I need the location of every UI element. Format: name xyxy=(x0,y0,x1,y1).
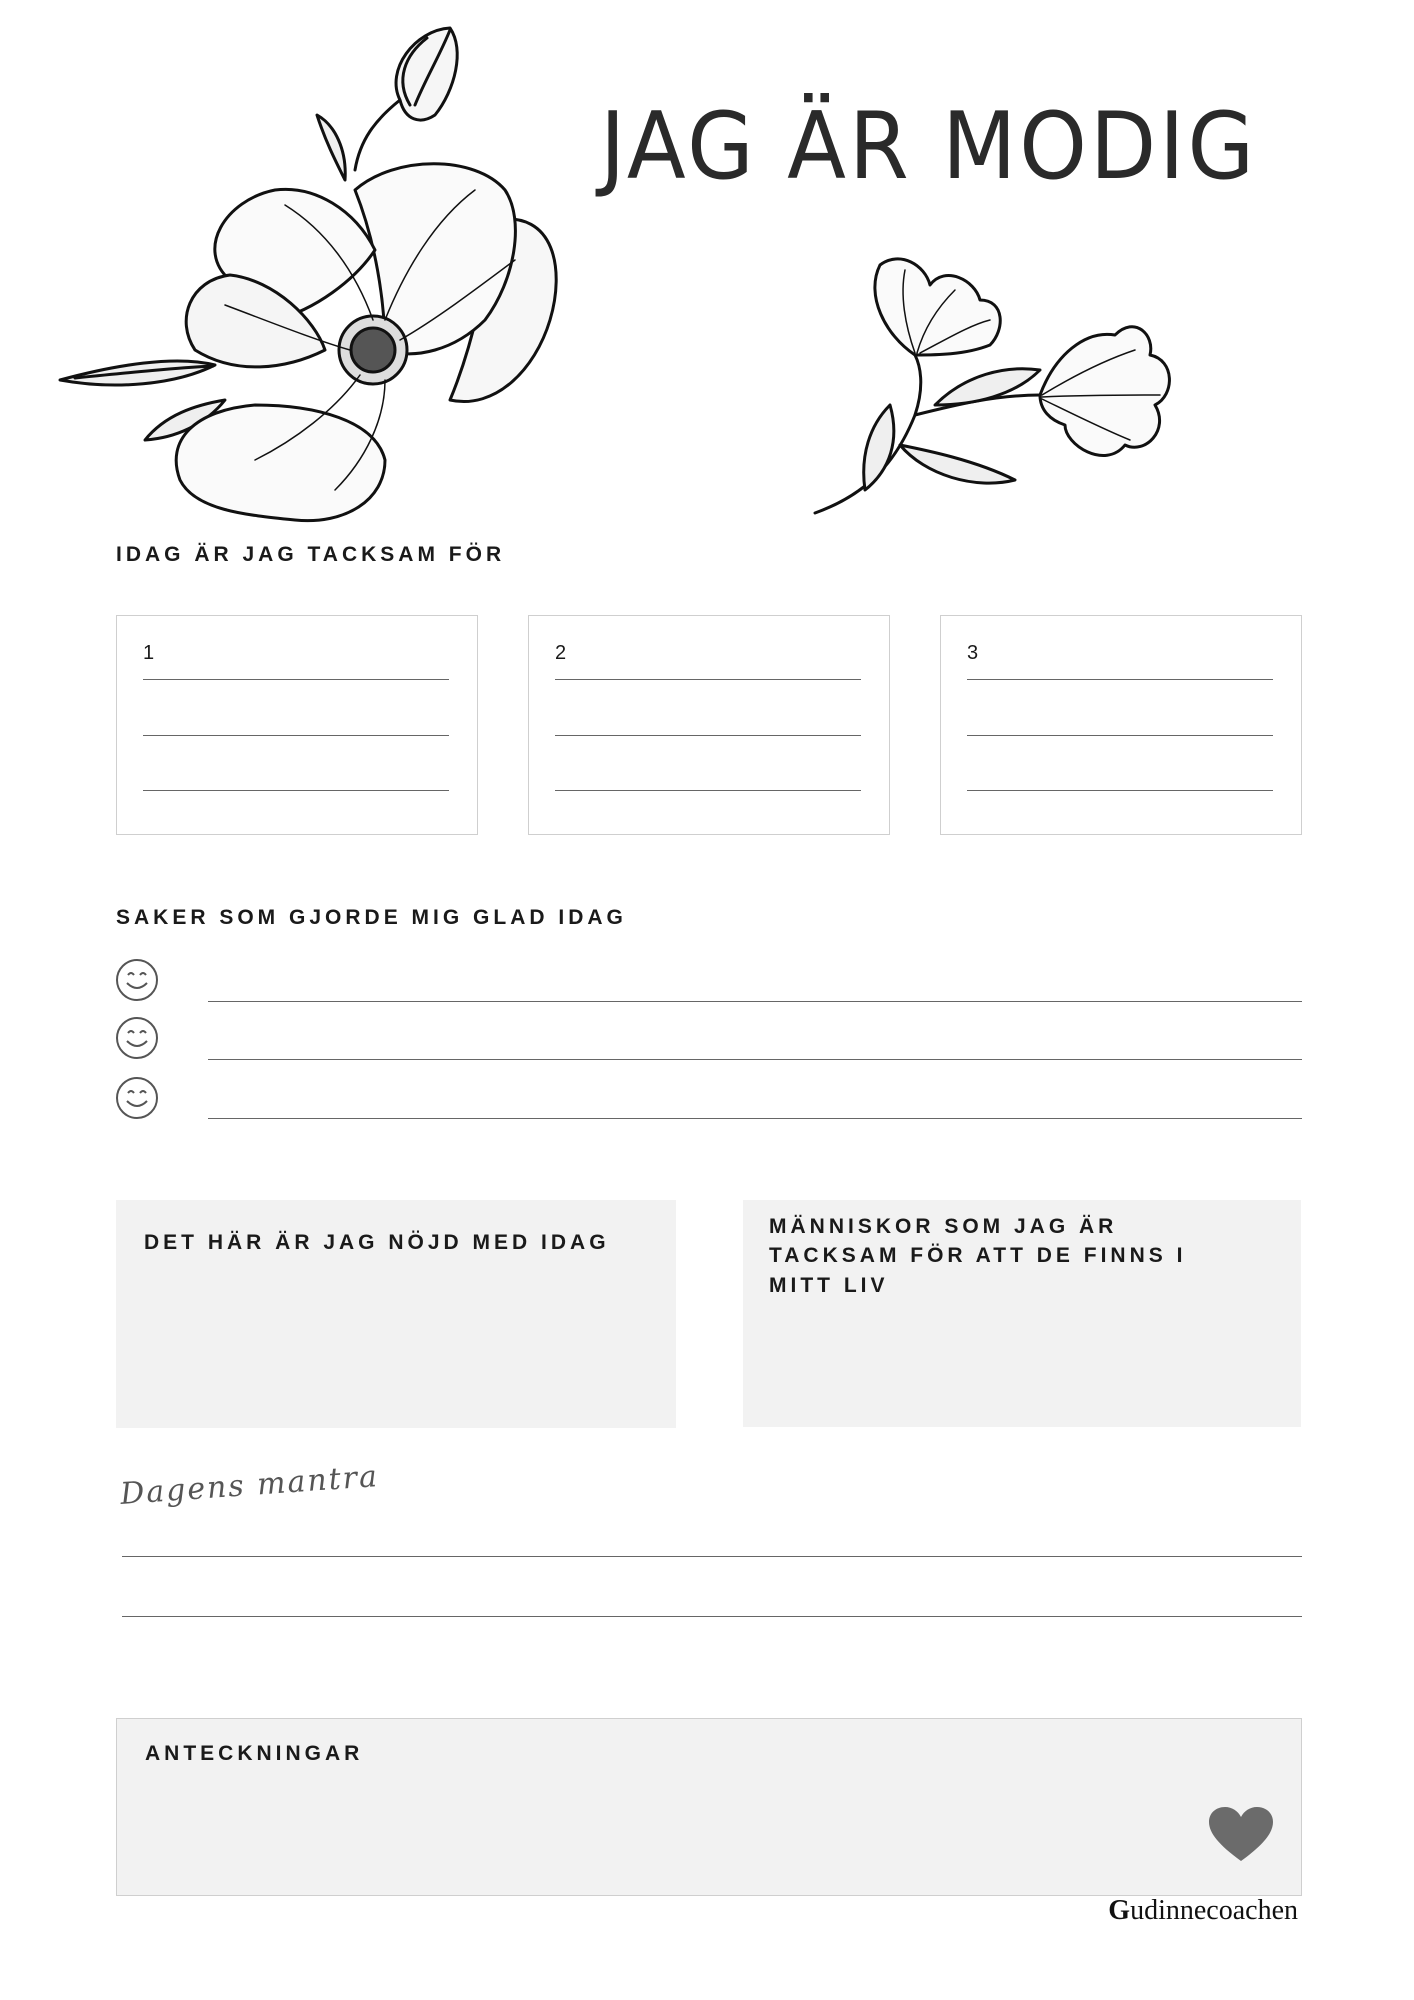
brand-rest: udinnecoachen xyxy=(1130,1895,1298,1926)
writing-line[interactable] xyxy=(122,1616,1302,1617)
gratitude-number: 3 xyxy=(967,642,979,664)
brand-initial: G xyxy=(1108,1895,1131,1926)
writing-line[interactable] xyxy=(143,679,449,680)
writing-line[interactable] xyxy=(208,1118,1302,1119)
writing-line[interactable] xyxy=(555,790,861,791)
writing-line[interactable] xyxy=(208,1001,1302,1002)
smiley-icon xyxy=(115,958,159,1002)
gratitude-heading: IDAG ÄR JAG TACKSAM FÖR xyxy=(116,543,506,566)
small-flower-illustration xyxy=(805,245,1185,525)
page-title: JAG ÄR MODIG xyxy=(600,92,1258,201)
writing-line[interactable] xyxy=(122,1556,1302,1557)
notes-label: ANTECKNINGAR xyxy=(145,1742,364,1765)
writing-line[interactable] xyxy=(555,735,861,736)
people-box[interactable] xyxy=(743,1200,1301,1427)
proud-box[interactable] xyxy=(116,1200,676,1428)
gratitude-box-1 xyxy=(116,615,478,835)
poppy-flower-illustration xyxy=(55,20,575,530)
heart-icon xyxy=(1209,1807,1273,1863)
notes-box[interactable] xyxy=(116,1718,1302,1896)
smiley-icon xyxy=(115,1076,159,1120)
happy-heading: SAKER SOM GJORDE MIG GLAD IDAG xyxy=(116,906,627,929)
writing-line[interactable] xyxy=(967,790,1273,791)
writing-line[interactable] xyxy=(967,735,1273,736)
gratitude-box-2 xyxy=(528,615,890,835)
gratitude-number: 2 xyxy=(555,642,567,664)
proud-box-label: DET HÄR ÄR JAG NÖJD MED IDAG xyxy=(144,1231,610,1254)
writing-line[interactable] xyxy=(208,1059,1302,1060)
brand-logo xyxy=(1108,1895,1298,1927)
gratitude-number: 1 xyxy=(143,642,155,664)
writing-line[interactable] xyxy=(143,790,449,791)
people-box-label: MÄNNISKOR SOM JAG ÄR TACKSAM FÖR ATT DE FINNS I MITT LIV xyxy=(769,1215,1187,1297)
mantra-label: Dagens mantra xyxy=(119,1459,380,1512)
writing-line[interactable] xyxy=(967,679,1273,680)
gratitude-box-3 xyxy=(940,615,1302,835)
smiley-icon xyxy=(115,1016,159,1060)
writing-line[interactable] xyxy=(143,735,449,736)
writing-line[interactable] xyxy=(555,679,861,680)
